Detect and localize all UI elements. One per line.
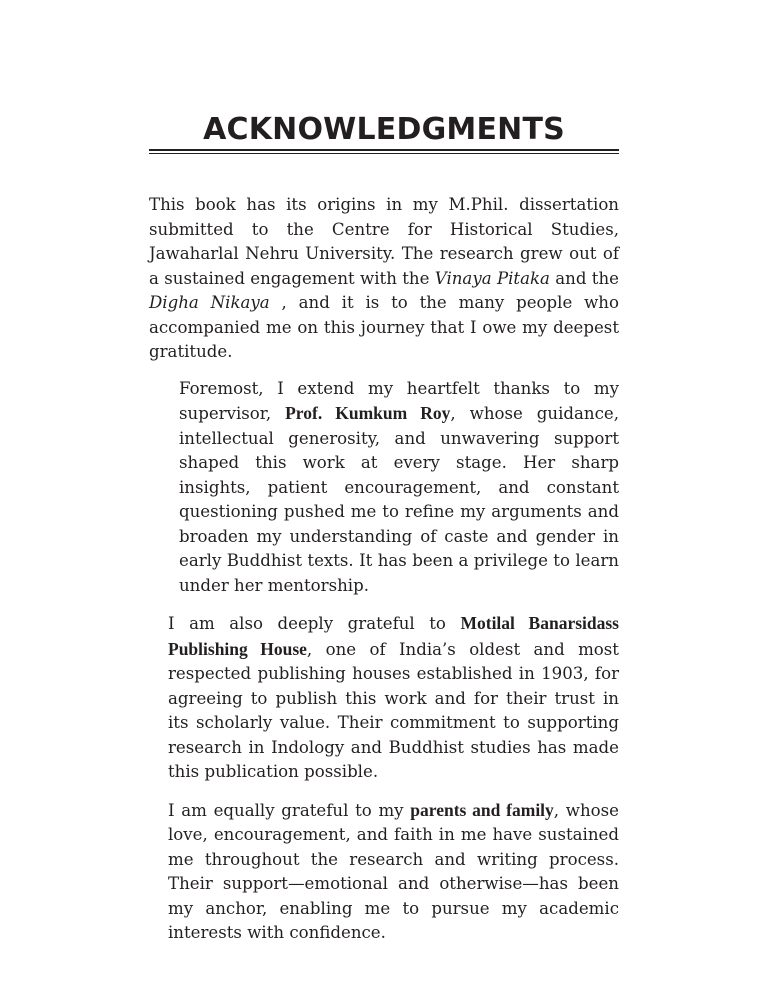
paragraph-origins — [149, 193, 619, 365]
italic-title-digha: Digha Nikaya — [149, 293, 270, 312]
paragraph-text: and the — [549, 268, 619, 288]
bold-name-family: parents and family — [410, 799, 554, 820]
paragraph-text: , and it is to the many people who accompanied me on this journey that I owe my deepest gratitude. — [149, 293, 619, 361]
paragraph-supervisor — [149, 377, 619, 599]
paragraph-family — [149, 798, 619, 946]
paragraph-text: , one of India’s oldest and most respected publishing houses established in 1903, for agreeing to publish this work and for their trust in its scholarly value. Their commitment to supporting research in Indology and Buddhist studies has made this publication possible. — [168, 639, 619, 781]
page — [149, 0, 619, 1000]
bold-name-publisher: Motilal Banarsidass Publishing House — [168, 613, 619, 659]
paragraph-text: I am equally grateful to my — [168, 800, 411, 820]
paragraph-text: This book has its origins in my M.Phil. dissertation submitted to the Centre for Historical Studies, Jawaharlal Nehru University. The research grew out of a sustained engagement with the — [149, 195, 619, 288]
paragraph-text: I am also deeply grateful to — [168, 614, 461, 633]
paragraph-text: Foremost, I extend my heartfelt thanks to my supervisor, — [179, 378, 619, 423]
italic-title-vinaya: Vinaya Pitaka — [434, 268, 550, 288]
title-rule-thick — [149, 149, 619, 151]
paragraph-text: , whose love, encouragement, and faith in me have sustained me throughout the research and writing process. Their support—emotional and otherwise—has been my anchor, enabling me to pursue my academic interests with confidence. — [168, 800, 619, 942]
paragraph-publisher — [149, 611, 619, 785]
paragraph-text: , whose guidance, intellectual generosity, and unwavering support shaped this work at every stage. Her sharp insights, patient encouragement, and constant questioning pushed me to refine my arguments and broaden my understanding of caste and gender in early Buddhist texts. It has been a privilege to learn under her mentorship. — [179, 404, 619, 595]
title-rule-thin — [149, 153, 619, 154]
body-text — [149, 193, 619, 959]
page-title: ACKNOWLEDGMENTS — [203, 112, 565, 147]
bold-name-supervisor: Prof. Kumkum Roy — [285, 403, 451, 423]
